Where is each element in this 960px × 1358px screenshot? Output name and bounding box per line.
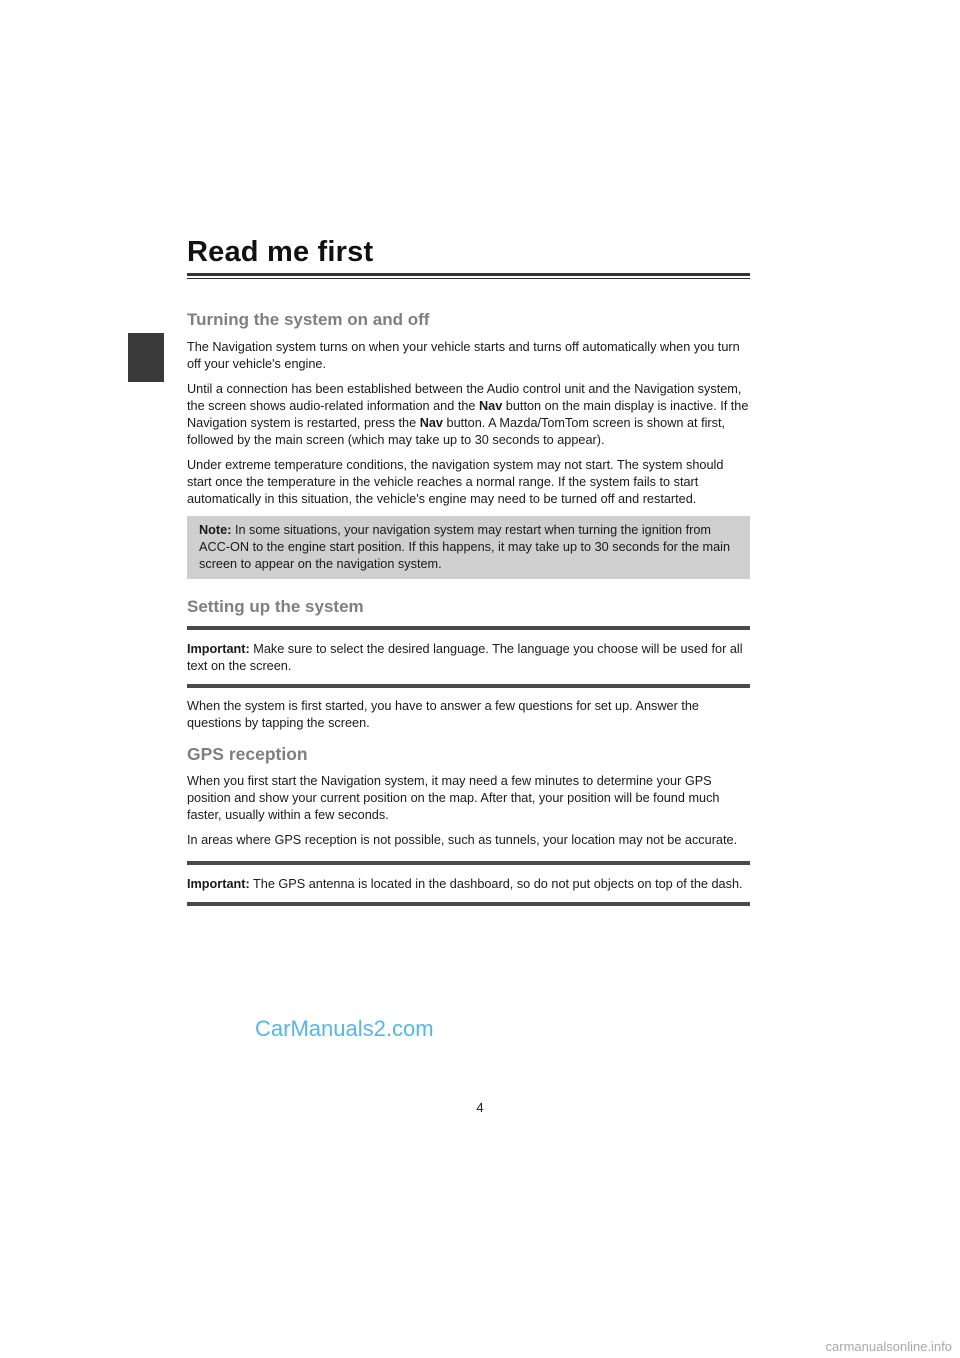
paragraph: The Navigation system turns on when your vehicle starts and turns off automatically when you turn off your vehicle's engine.: [187, 340, 740, 371]
important-rule-bottom: [187, 902, 750, 906]
title-rule: [187, 273, 750, 279]
paragraph: Until a connection has been established between the Audio control unit and the Navigation system, the screen shows audio-related information and the Nav button on the main display is inactive. If the Navigation system is restarted, press the Nav button. A Mazda/TomTom screen is shown at first, followed by the main screen (which may take up to 30 seconds to appear).: [187, 382, 749, 447]
page-number: 4: [476, 1100, 484, 1115]
important-text: The GPS antenna is located in the dashboard, so do not put objects on top of the dash.: [249, 877, 743, 891]
section-turning-on-off: [187, 309, 750, 579]
important-label: Important:: [187, 877, 250, 891]
chapter-tab: [128, 333, 164, 382]
footer-watermark: carmanualsonline.info: [825, 1339, 952, 1354]
nav-button-label: Nav: [479, 399, 503, 413]
note-box: [187, 516, 750, 579]
important-block: [187, 865, 750, 902]
note-label: Note:: [199, 523, 232, 537]
important-block: [187, 630, 750, 684]
important-label: Important:: [187, 642, 250, 656]
note-text: In some situations, your navigation system may restart when turning the ignition from ACC-ON to the engine start position. If this happens, it may take up to 30 seconds for the main screen to appear on the navigation system.: [199, 523, 731, 571]
page-content: [187, 309, 750, 906]
watermark-logo: CarManuals2.com: [255, 1016, 434, 1041]
section-setting-up: [187, 596, 750, 732]
paragraph: Under extreme temperature conditions, the navigation system may not start. The system should start once the temperature in the vehicle reaches a normal range. If the system fails to start automatically in this situation, the vehicle's engine may need to be turned off and restarted.: [187, 458, 724, 506]
section-heading: Setting up the system: [187, 597, 364, 616]
nav-button-label: Nav: [419, 416, 443, 430]
section-heading: Turning the system on and off: [187, 310, 430, 329]
paragraph: When you first start the Navigation system, it may need a few minutes to determine your GPS position and show your current position on the map. After that, your position will be found much faster, usually within a few seconds.: [187, 774, 720, 822]
paragraph: In areas where GPS reception is not possible, such as tunnels, your location may not be accurate.: [187, 833, 738, 847]
page-title: Read me first: [187, 236, 374, 268]
paragraph: When the system is first started, you have to answer a few questions for set up. Answer the questions by tapping the screen.: [187, 699, 699, 730]
important-text: Make sure to select the desired language. The language you choose will be used for all text on the screen.: [187, 642, 743, 673]
important-rule-bottom: [187, 684, 750, 688]
section-gps-reception: [187, 743, 750, 906]
section-heading: GPS reception: [187, 744, 308, 764]
